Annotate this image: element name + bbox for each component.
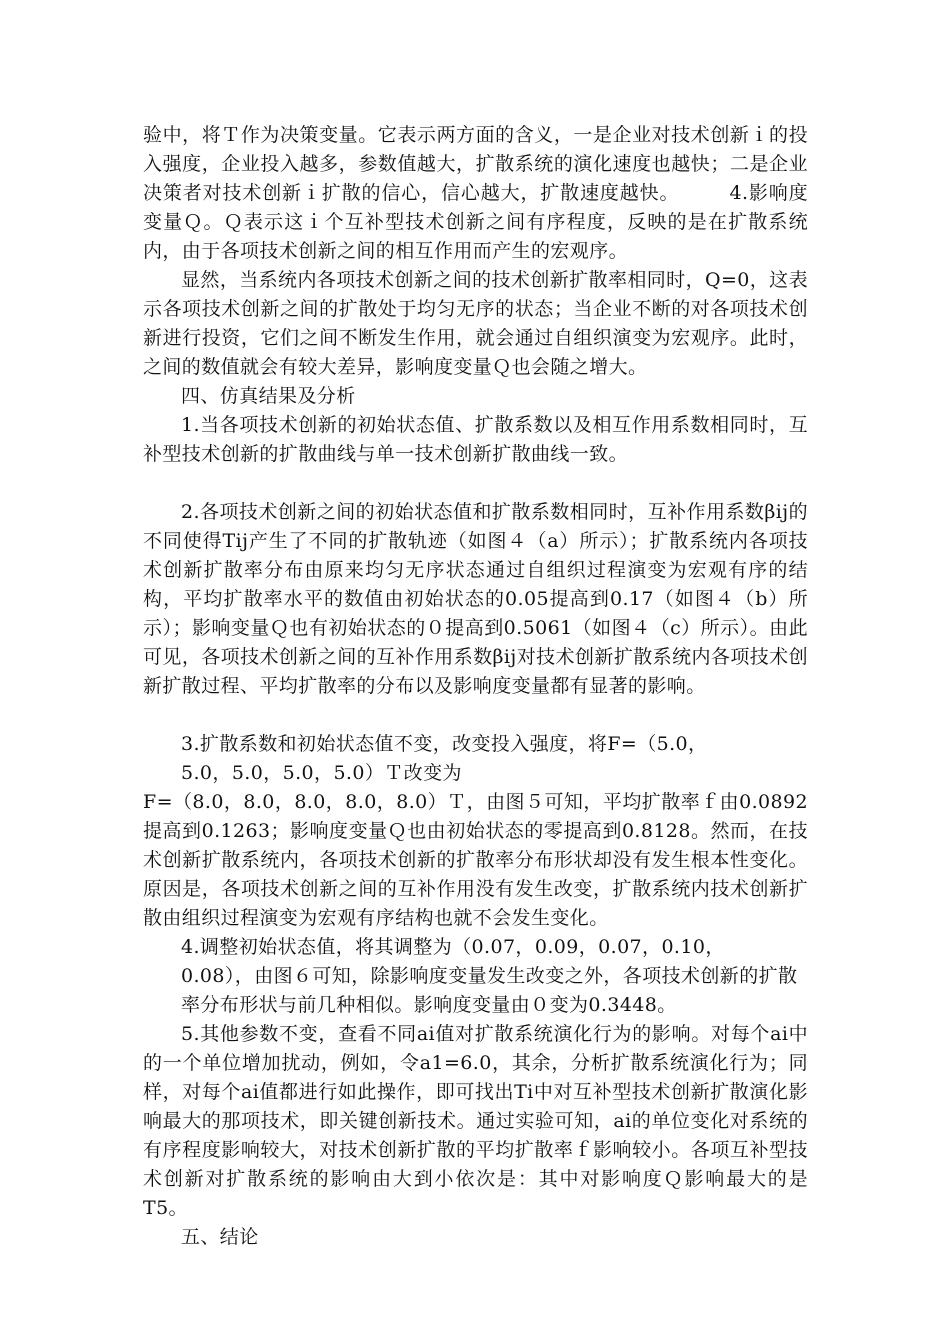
- section-heading-simulation: 四、仿真结果及分析: [181, 385, 356, 407]
- section-heading-conclusion: 五、结论: [181, 1226, 259, 1248]
- paragraph-result-4-line1: 4.调整初始状态值，将其调整为（0.07，0.09，0.07，0.10，: [181, 936, 725, 958]
- paragraph-result-5: 5.其他参数不变，查看不同ai值对扩散系统演化行为的影响。对每个ai中的一个单位增加扰动，例如，令a1=6.0，其余，分析扩散系统演化行为；同样，对每个ai值都进行如此操作，即可找出Ti中对互补型技术创新扩散演化影响最大的那项技术，即关键创新技术。通过实验可知，ai的单位变化对系统的有序程度影响较大，对技术创新扩散的平均扩散率ｆ影响较小。各项互补型技术创新对扩散系统的影响由大到小依次是：其中对影响度Ｑ影响最大的是T5。: [143, 1023, 808, 1219]
- blank-line: [143, 701, 808, 730]
- paragraph-result-3-body: F=（8.0，8.0，8.0，8.0，8.0）Ｔ，由图５可知，平均扩散率ｆ由0.0892提高到0.1263；影响度变量Ｑ也由初始状态的零提高到0.8128。然而，在技术创新扩散系统内，各项技术创新的扩散率分布形状却没有发生根本性变化。原因是，各项技术创新之间的互补作用没有发生改变，扩散系统内技术创新扩散由组织过程演变为宏观有序结构也就不会发生变化。: [143, 791, 808, 929]
- document-body: [143, 121, 808, 1252]
- paragraph-result-3-line2: 5.0，5.0，5.0，5.0）Ｔ改变为: [181, 762, 462, 784]
- paragraph-decision-variable: 验中，将Ｔ作为决策变量。它表示两方面的含义，一是企业对技术创新ｉ的投入强度，企业投入越多，参数值越大，扩散系统的演化速度也越快；二是企业决策者对技术创新ｉ扩散的信心，信心越大，扩散速度越快。 4.影响度变量Ｑ。Ｑ表示这ｉ个互补型技术创新之间有序程度，反映的是在扩散系统内，由于各项技术创新之间的相互作用而产生的宏观序。: [143, 124, 808, 262]
- paragraph-order-explanation: 显然，当系统内各项技术创新之间的技术创新扩散率相同时，Q=0，这表示各项技术创新之间的扩散处于均匀无序的状态；当企业不断的对各项技术创新进行投资，它们之间不断发生作用，就会通过自组织演变为宏观序。此时，之间的数值就会有较大差异，影响度变量Ｑ也会随之增大。: [143, 269, 808, 378]
- blank-line: [143, 469, 808, 498]
- paragraph-result-3-line1: 3.扩散系数和初始状态值不变，改变投入强度，将F=（5.0，: [181, 733, 708, 755]
- paragraph-result-4-body: 0.08），由图６可知，除影响度变量发生改变之外，各项技术创新的扩散率分布形状与前几种相似。影响度变量由０变为0.3448。: [181, 965, 798, 1016]
- paragraph-result-1: 1.当各项技术创新的初始状态值、扩散系数以及相互作用系数相同时，互补型技术创新的扩散曲线与单一技术创新扩散曲线一致。: [143, 414, 808, 465]
- paragraph-result-2: 2.各项技术创新之间的初始状态值和扩散系数相同时，互补作用系数βij的不同使得Tij产生了不同的扩散轨迹（如图４（a）所示）；扩散系统内各项技术创新扩散率分布由原来均匀无序状态通过自组织过程演变为宏观有序的结构，平均扩散率水平的数值由初始状态的0.05提高到0.17（如图４（b）所示）；影响变量Ｑ也有初始状态的０提高到0.5061（如图４（c）所示）。由此可见，各项技术创新之间的互补作用系数βij对技术创新扩散系统内各项技术创新扩散过程、平均扩散率的分布以及影响度变量都有显著的影响。: [143, 501, 808, 697]
